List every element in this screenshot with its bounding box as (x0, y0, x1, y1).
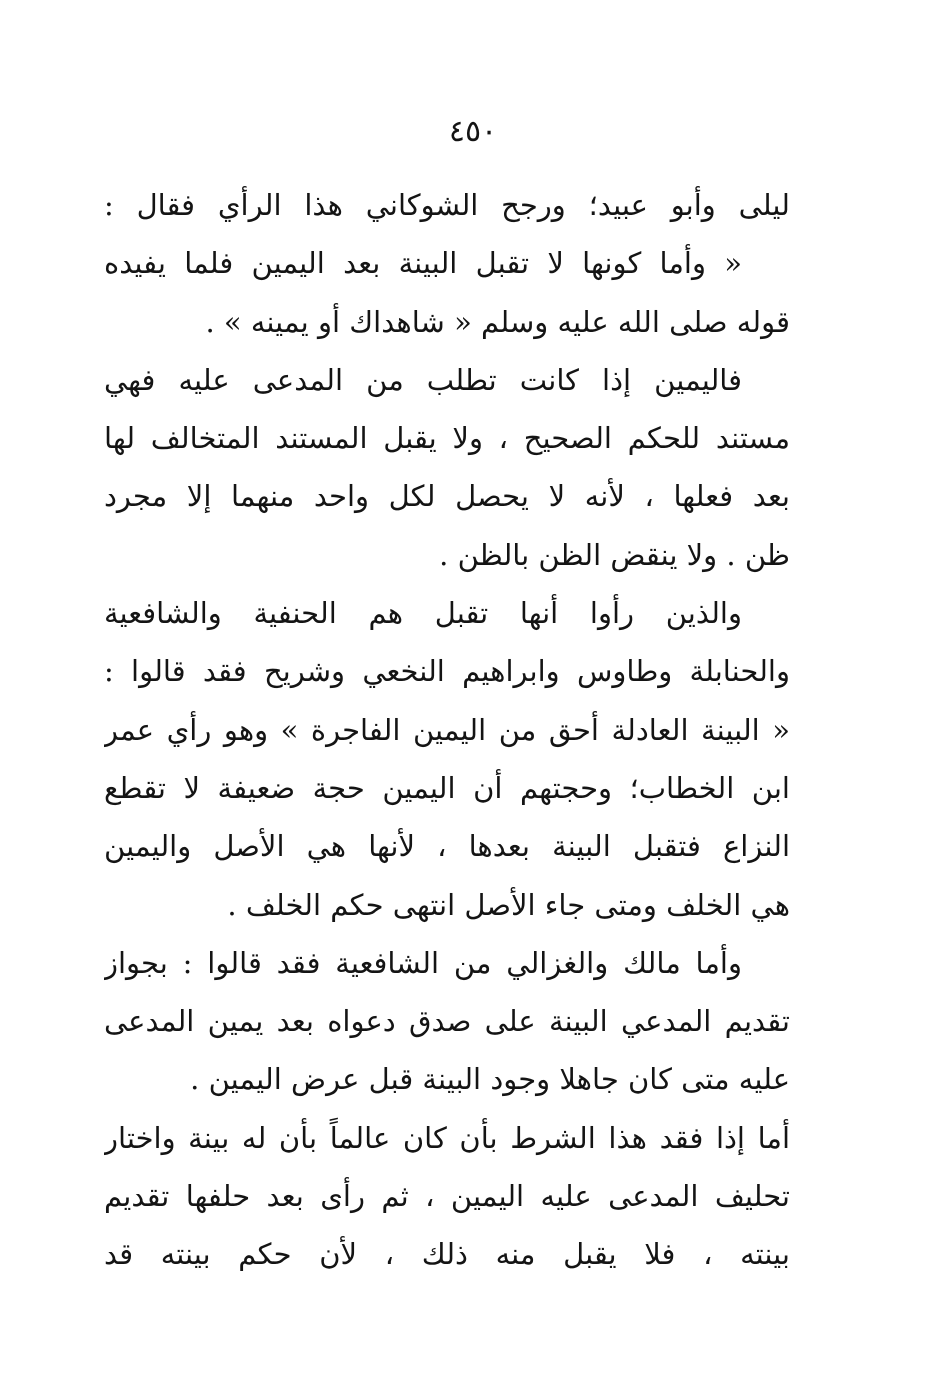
text-line: فاليمين إذا كانت تطلب من المدعى عليه فهي (104, 362, 742, 397)
text-line: « وأما كونها لا تقبل البينة بعد اليمين فلما يفيده (104, 246, 742, 281)
text-line: وأما مالك والغزالي من الشافعية فقد قالوا : بجواز (104, 945, 742, 980)
text-line: تقديم المدعي البينة على صدق دعواه بعد يمين المدعى (104, 1004, 790, 1039)
text-line: أما إذا فقد هذا الشرط بأن كان عالماً بأن له بينة واختار (104, 1120, 790, 1155)
text-line: قوله صلى الله عليه وسلم « شاهداك أو يمينه » . (205, 304, 790, 339)
text-line: « البينة العادلة أحق من اليمين الفاجرة » وهو رأي عمر (104, 712, 790, 747)
text-line: بعد فعلها ، لأنه لا يحصل لكل واحد منهما إلا مجرد (104, 479, 790, 514)
text-line: تحليف المدعى عليه اليمين ، ثم رأى بعد حلفها تقديم (104, 1179, 790, 1214)
text-line: بينته ، فلا يقبل منه ذلك ، لأن حكم بينته قد (104, 1237, 790, 1272)
text-line: النزاع فتقبل البينة بعدها ، لأنها هي الأصل واليمين (104, 829, 790, 864)
text-line: والذين رأوا أنها تقبل هم الحنفية والشافعية (104, 596, 742, 631)
text-line: ليلى وأبو عبيد؛ ورجح الشوكاني هذا الرأي فقال : (104, 188, 790, 222)
text-line: والحنابلة وطاوس وابراهيم النخعي وشريح فقد قالوا : (104, 654, 790, 689)
text-line: مستند للحكم الصحيح ، ولا يقبل المستند المتخالف لها (104, 421, 790, 456)
text-line: هي الخلف ومتى جاء الأصل انتهى حكم الخلف . (227, 887, 790, 922)
page-number: ٤٥٠ (448, 114, 498, 149)
body-text (104, 176, 790, 1284)
text-line: ابن الخطاب؛ وحجتهم أن اليمين حجة ضعيفة لا تقطع (104, 770, 790, 805)
text-line: عليه متى كان جاهلا وجود البينة قبل عرض اليمين . (190, 1062, 790, 1097)
text-line: ظن . ولا ينقض الظن بالظن . (439, 537, 790, 572)
